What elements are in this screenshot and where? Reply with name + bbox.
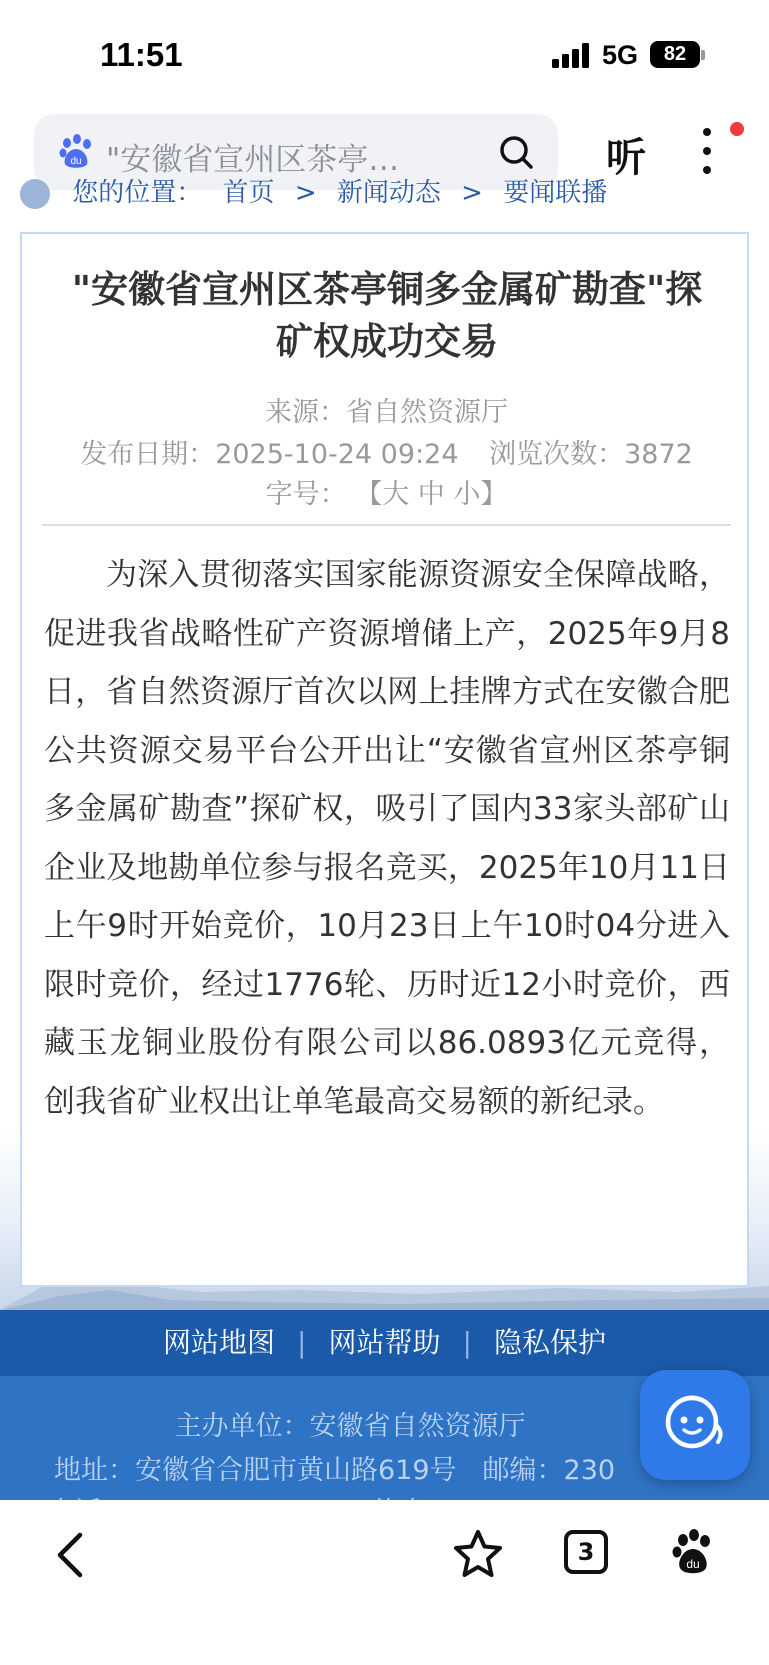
footer-separator: |	[462, 1326, 472, 1359]
footer-address-line	[54, 1448, 615, 1487]
footer-separator: |	[297, 1326, 307, 1359]
back-icon[interactable]	[50, 1530, 90, 1580]
font-size-selector	[22, 472, 751, 511]
breadcrumb-news[interactable]: 新闻动态	[336, 178, 441, 208]
footer-host: 主办单位：安徽省自然资源厅	[174, 1411, 526, 1442]
footer-link-sitemap[interactable]: 网站地图	[163, 1326, 276, 1359]
search-icon[interactable]	[496, 132, 536, 172]
breadcrumb-separator: >	[461, 178, 483, 208]
article-title: "安徽省宣州区茶亭铜多金属矿勘查"探矿权成功交易	[71, 268, 703, 363]
font-size-large[interactable]: 大	[382, 479, 410, 510]
baidu-paw-icon	[56, 132, 96, 172]
article-body: 为深入贯彻落实国家能源资源安全保障战略，促进我省战略性矿产资源增储上产，2025年9月8日，省自然资源厅首次以网上挂牌方式在安徽合肥公共资源交易平台公开出让“安徽省宣州区茶亭铜多金属矿勘查”探矿权，吸引了国内33家头部矿山企业及地勘单位参与报名竞买，2025年10月11日上午9时开始竞价，10月23日上午10时04分进入限时竞价，经过1776轮、历时近12小时竞价，西藏玉龙铜业股份有限公司以86.0893亿元竞得，创我省矿业权出让单笔最高交易额的新纪录。	[44, 557, 730, 1120]
battery-tip	[701, 50, 705, 60]
svg-text:du: du	[70, 156, 82, 167]
source-label: 来源：	[265, 397, 346, 428]
bracket-close: 】	[480, 479, 508, 510]
view-count: 3872	[624, 439, 693, 470]
article-meta	[22, 432, 751, 471]
star-icon[interactable]	[452, 1528, 504, 1580]
font-size-label: 字号：	[265, 479, 347, 510]
more-icon[interactable]	[690, 128, 720, 178]
svg-text:du: du	[686, 1557, 700, 1571]
divider	[42, 524, 731, 526]
notification-dot	[730, 122, 744, 136]
footer-nav	[0, 1310, 769, 1376]
breadcrumb-separator: >	[294, 178, 317, 208]
status-bar	[0, 0, 769, 100]
battery-icon: 82	[650, 41, 700, 68]
source-value: 省自然资源厅	[346, 397, 508, 428]
footer-link-help[interactable]: 网站帮助	[328, 1326, 441, 1359]
footer-address: 地址：安徽省合肥市黄山路619号	[54, 1455, 457, 1486]
bottom-bar	[0, 1500, 769, 1665]
signal-icon	[552, 42, 592, 68]
footer-link-privacy[interactable]: 隐私保护	[493, 1326, 606, 1359]
publish-date: 2025-10-24 09:24	[215, 439, 459, 470]
search-query[interactable]: "安徽省宣州区茶亭…	[106, 142, 400, 178]
network-label: 5G	[602, 40, 639, 70]
assistant-button[interactable]	[640, 1370, 750, 1480]
baidu-home-icon[interactable]	[670, 1528, 716, 1578]
article-card	[20, 232, 749, 1287]
breadcrumb-home[interactable]: 首页	[222, 178, 275, 208]
breadcrumb-label: 您的位置：	[72, 178, 203, 208]
article-source	[22, 390, 751, 429]
tabs-icon[interactable]: 3	[564, 1530, 608, 1574]
date-label: 发布日期：	[80, 439, 216, 470]
listen-button[interactable]: 听	[606, 135, 646, 181]
views-label: 浏览次数：	[489, 439, 625, 470]
status-time: 11:51	[100, 36, 183, 73]
footer-zip: 邮编：230	[482, 1455, 616, 1486]
location-icon	[20, 179, 50, 209]
assistant-icon	[640, 1370, 750, 1480]
breadcrumb	[0, 178, 769, 212]
bracket-open: 【	[355, 479, 383, 510]
font-size-small[interactable]: 小	[453, 479, 481, 510]
font-size-medium[interactable]: 中	[417, 479, 445, 510]
breadcrumb-headlines[interactable]: 要闻联播	[503, 178, 608, 208]
